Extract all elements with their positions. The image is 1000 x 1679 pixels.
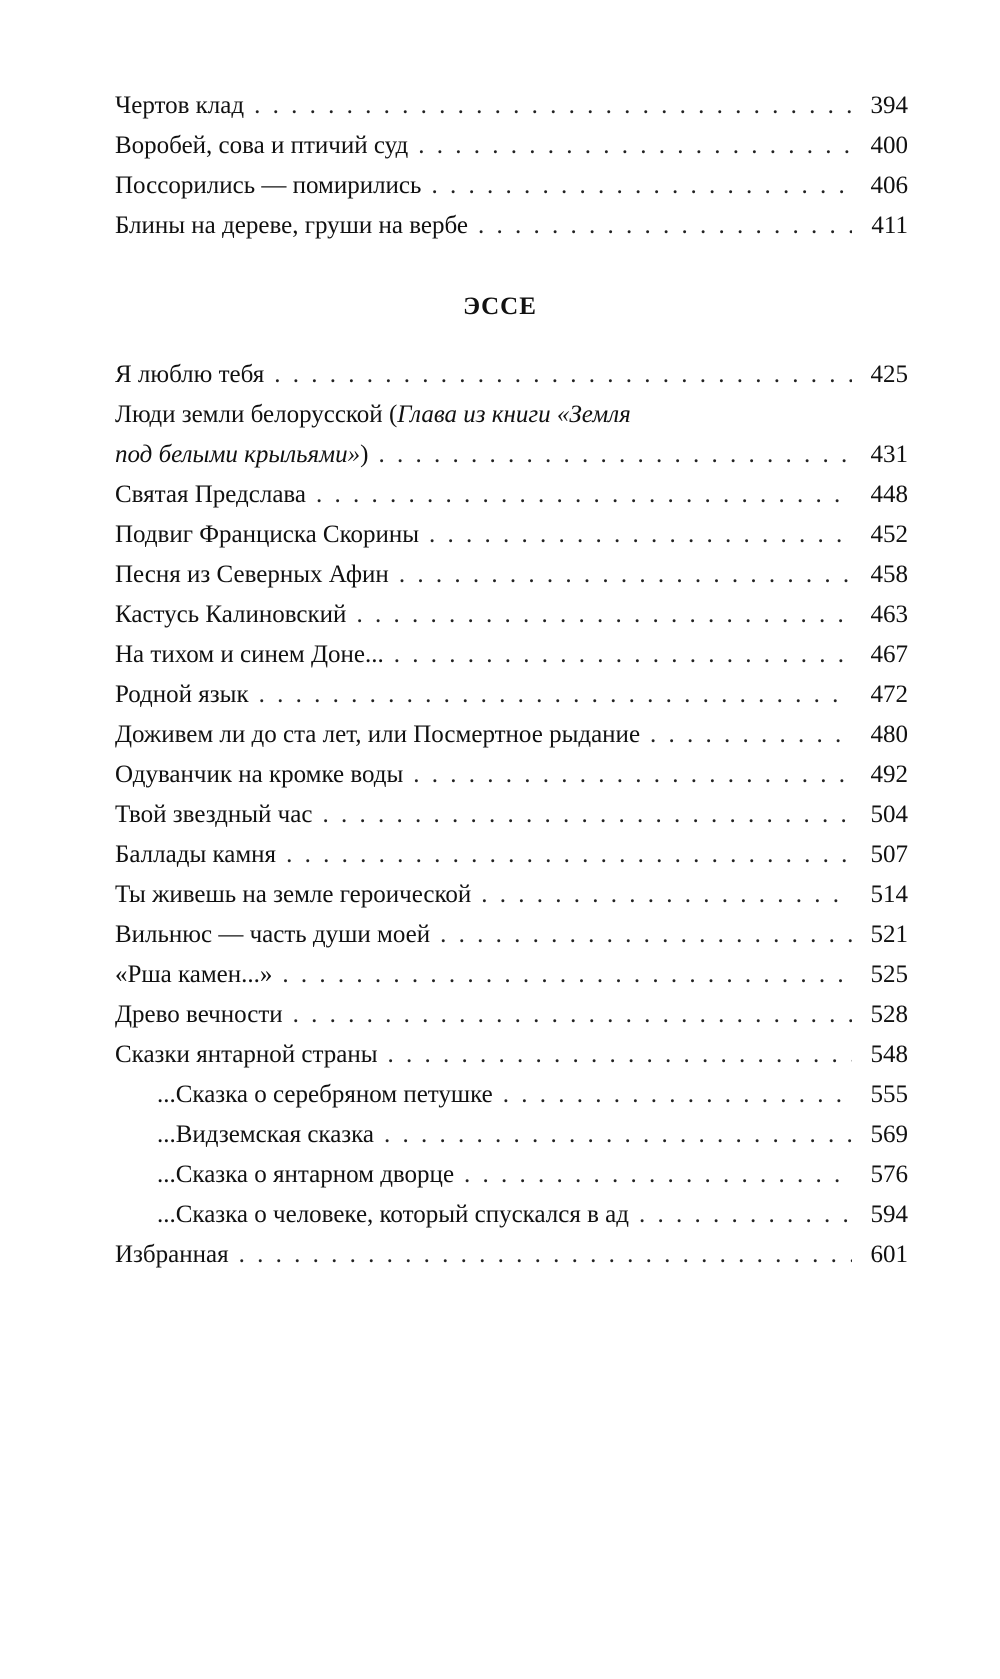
toc-entry[interactable]	[115, 715, 908, 755]
toc-entry-page: 431	[870, 441, 908, 468]
toc-entry-title: «Рша камен...»	[115, 961, 273, 988]
toc-entry-page: 467	[870, 641, 908, 668]
toc-entry-title: Избранная	[115, 1241, 229, 1268]
dot-leader	[282, 955, 852, 995]
dot-leader	[239, 1235, 852, 1275]
toc-entry[interactable]	[115, 835, 908, 875]
dot-leader	[356, 595, 852, 635]
toc-entry-page: 458	[870, 561, 908, 588]
toc-entry-page: 480	[870, 721, 908, 748]
dot-leader	[418, 126, 852, 166]
toc-entry-title: Вильнюс — часть души моей	[115, 921, 431, 948]
toc-entry[interactable]	[115, 355, 908, 395]
toc-entry-title: Воробей, сова и птичий суд	[115, 132, 409, 159]
dot-leader	[378, 435, 852, 475]
toc-entry[interactable]	[115, 86, 908, 126]
toc-entry-page: 406	[870, 172, 908, 199]
toc-entry-page: 525	[870, 961, 908, 988]
toc-entry-title: Чертов клад	[115, 92, 245, 119]
toc-entry[interactable]	[115, 635, 908, 675]
toc-subentry[interactable]	[115, 1195, 908, 1235]
toc-entry-title-cont	[115, 435, 378, 475]
dot-leader	[322, 795, 852, 835]
dot-leader	[431, 166, 852, 206]
dot-leader	[388, 1035, 853, 1075]
toc-subentry-title: ...Видземская сказка	[157, 1121, 375, 1148]
toc-entry[interactable]	[115, 1235, 908, 1275]
toc-entry-page: 521	[870, 921, 908, 948]
toc-subentry[interactable]	[115, 1075, 908, 1115]
toc-entry[interactable]	[115, 555, 908, 595]
dot-leader	[254, 86, 852, 126]
toc-entry-title: Сказки янтарной страны	[115, 1041, 378, 1068]
toc-entry[interactable]	[115, 755, 908, 795]
toc-entry[interactable]	[115, 126, 908, 166]
toc-entry-page: 411	[871, 212, 908, 239]
toc-entry-page: 548	[870, 1041, 908, 1068]
toc-entry[interactable]	[115, 795, 908, 835]
toc-entry-title-plain: Люди земли белорусской (	[115, 401, 398, 428]
toc-subentry[interactable]	[115, 1115, 908, 1155]
toc-entry-title-italic: Глава из книги «Земля	[397, 401, 631, 428]
toc-subentry-page: 594	[870, 1201, 908, 1228]
toc-entry[interactable]	[115, 875, 908, 915]
toc-entry-title: Твой звездный час	[115, 801, 313, 828]
dot-leader	[440, 915, 852, 955]
toc-entry-title: Родной язык	[115, 681, 249, 708]
dot-leader	[639, 1195, 852, 1235]
dot-leader	[259, 675, 852, 715]
toc-entry-page: 425	[870, 361, 908, 388]
toc-entry-title: Доживем ли до ста лет, или Посмертное рыдание	[115, 721, 641, 748]
toc-entry-title: Древо вечности	[115, 1001, 283, 1028]
toc-entry-title: Ты живешь на земле героической	[115, 881, 472, 908]
toc-entry[interactable]	[115, 475, 908, 515]
toc-entry-title: Я люблю тебя	[115, 361, 265, 388]
dot-leader	[286, 835, 852, 875]
toc-entry-title: Баллады камня	[115, 841, 277, 868]
toc-entry-page: 472	[870, 681, 908, 708]
dot-leader	[274, 355, 852, 395]
toc-entry-title: Святая Предслава	[115, 481, 307, 508]
toc-entry[interactable]	[115, 206, 908, 246]
toc-subentry-title: ...Сказка о человеке, который спускался в ад	[157, 1201, 629, 1228]
dot-leader	[394, 635, 852, 675]
dot-leader	[399, 555, 852, 595]
dot-leader	[478, 206, 852, 246]
toc-entry-page: 528	[870, 1001, 908, 1028]
toc-subentry-title: ...Сказка о серебряном петушке	[157, 1081, 493, 1108]
toc-entry[interactable]	[115, 675, 908, 715]
toc-entry[interactable]	[115, 995, 908, 1035]
toc-entry-title: Подвиг Франциска Скорины	[115, 521, 420, 548]
toc-entry-title-italic-cont: под белыми крыльями»	[115, 441, 361, 468]
toc-entry-title: Кастусь Калиновский	[115, 601, 347, 628]
toc-entry[interactable]	[115, 515, 908, 555]
toc-entry-title-line1	[115, 395, 908, 435]
toc-entry-page: 504	[870, 801, 908, 828]
toc-list-section1	[115, 86, 908, 246]
toc-subentry-page: 555	[870, 1081, 908, 1108]
toc-entry-title: На тихом и синем Доне...	[115, 641, 384, 668]
toc-subentry-title: ...Сказка о янтарном дворце	[157, 1161, 455, 1188]
dot-leader	[650, 715, 852, 755]
toc-subentry-page: 569	[870, 1121, 908, 1148]
toc-entry-title-line2	[115, 435, 908, 475]
dot-leader	[293, 995, 852, 1035]
toc-entry-page: 400	[870, 132, 908, 159]
section-heading: ЭССЕ	[463, 293, 537, 320]
dot-leader	[413, 755, 852, 795]
toc-entry-title: Поссорились — помирились	[115, 172, 422, 199]
toc-subentry-page: 576	[870, 1161, 908, 1188]
toc-entry-title: Одуванчик на кромке воды	[115, 761, 404, 788]
toc-entry-title: Песня из Северных Афин	[115, 561, 389, 588]
toc-entry-page: 394	[870, 92, 908, 119]
toc-entry[interactable]	[115, 915, 908, 955]
toc-entry-page: 492	[870, 761, 908, 788]
toc-entry-page: 507	[870, 841, 908, 868]
toc-entry-page: 448	[870, 481, 908, 508]
dot-leader	[429, 515, 852, 555]
toc-entry-page: 601	[870, 1241, 908, 1268]
dot-leader	[481, 875, 852, 915]
toc-entry-page: 463	[870, 601, 908, 628]
toc-subentry[interactable]	[115, 1155, 908, 1195]
toc-entry-page: 452	[870, 521, 908, 548]
toc-entry[interactable]	[115, 955, 908, 995]
toc-entry-title-close: )	[360, 441, 369, 468]
toc-entry[interactable]	[115, 1035, 908, 1075]
toc-entry-multiline[interactable]	[115, 395, 908, 475]
dot-leader	[503, 1075, 852, 1115]
toc-entry-title: Блины на дереве, груши на вербе	[115, 212, 468, 239]
toc-entry-page: 514	[870, 881, 908, 908]
dot-leader	[316, 475, 852, 515]
dot-leader	[384, 1115, 852, 1155]
toc-list-section2	[115, 355, 908, 1275]
toc-entry[interactable]	[115, 595, 908, 635]
toc-entry[interactable]	[115, 166, 908, 206]
dot-leader	[464, 1155, 852, 1195]
